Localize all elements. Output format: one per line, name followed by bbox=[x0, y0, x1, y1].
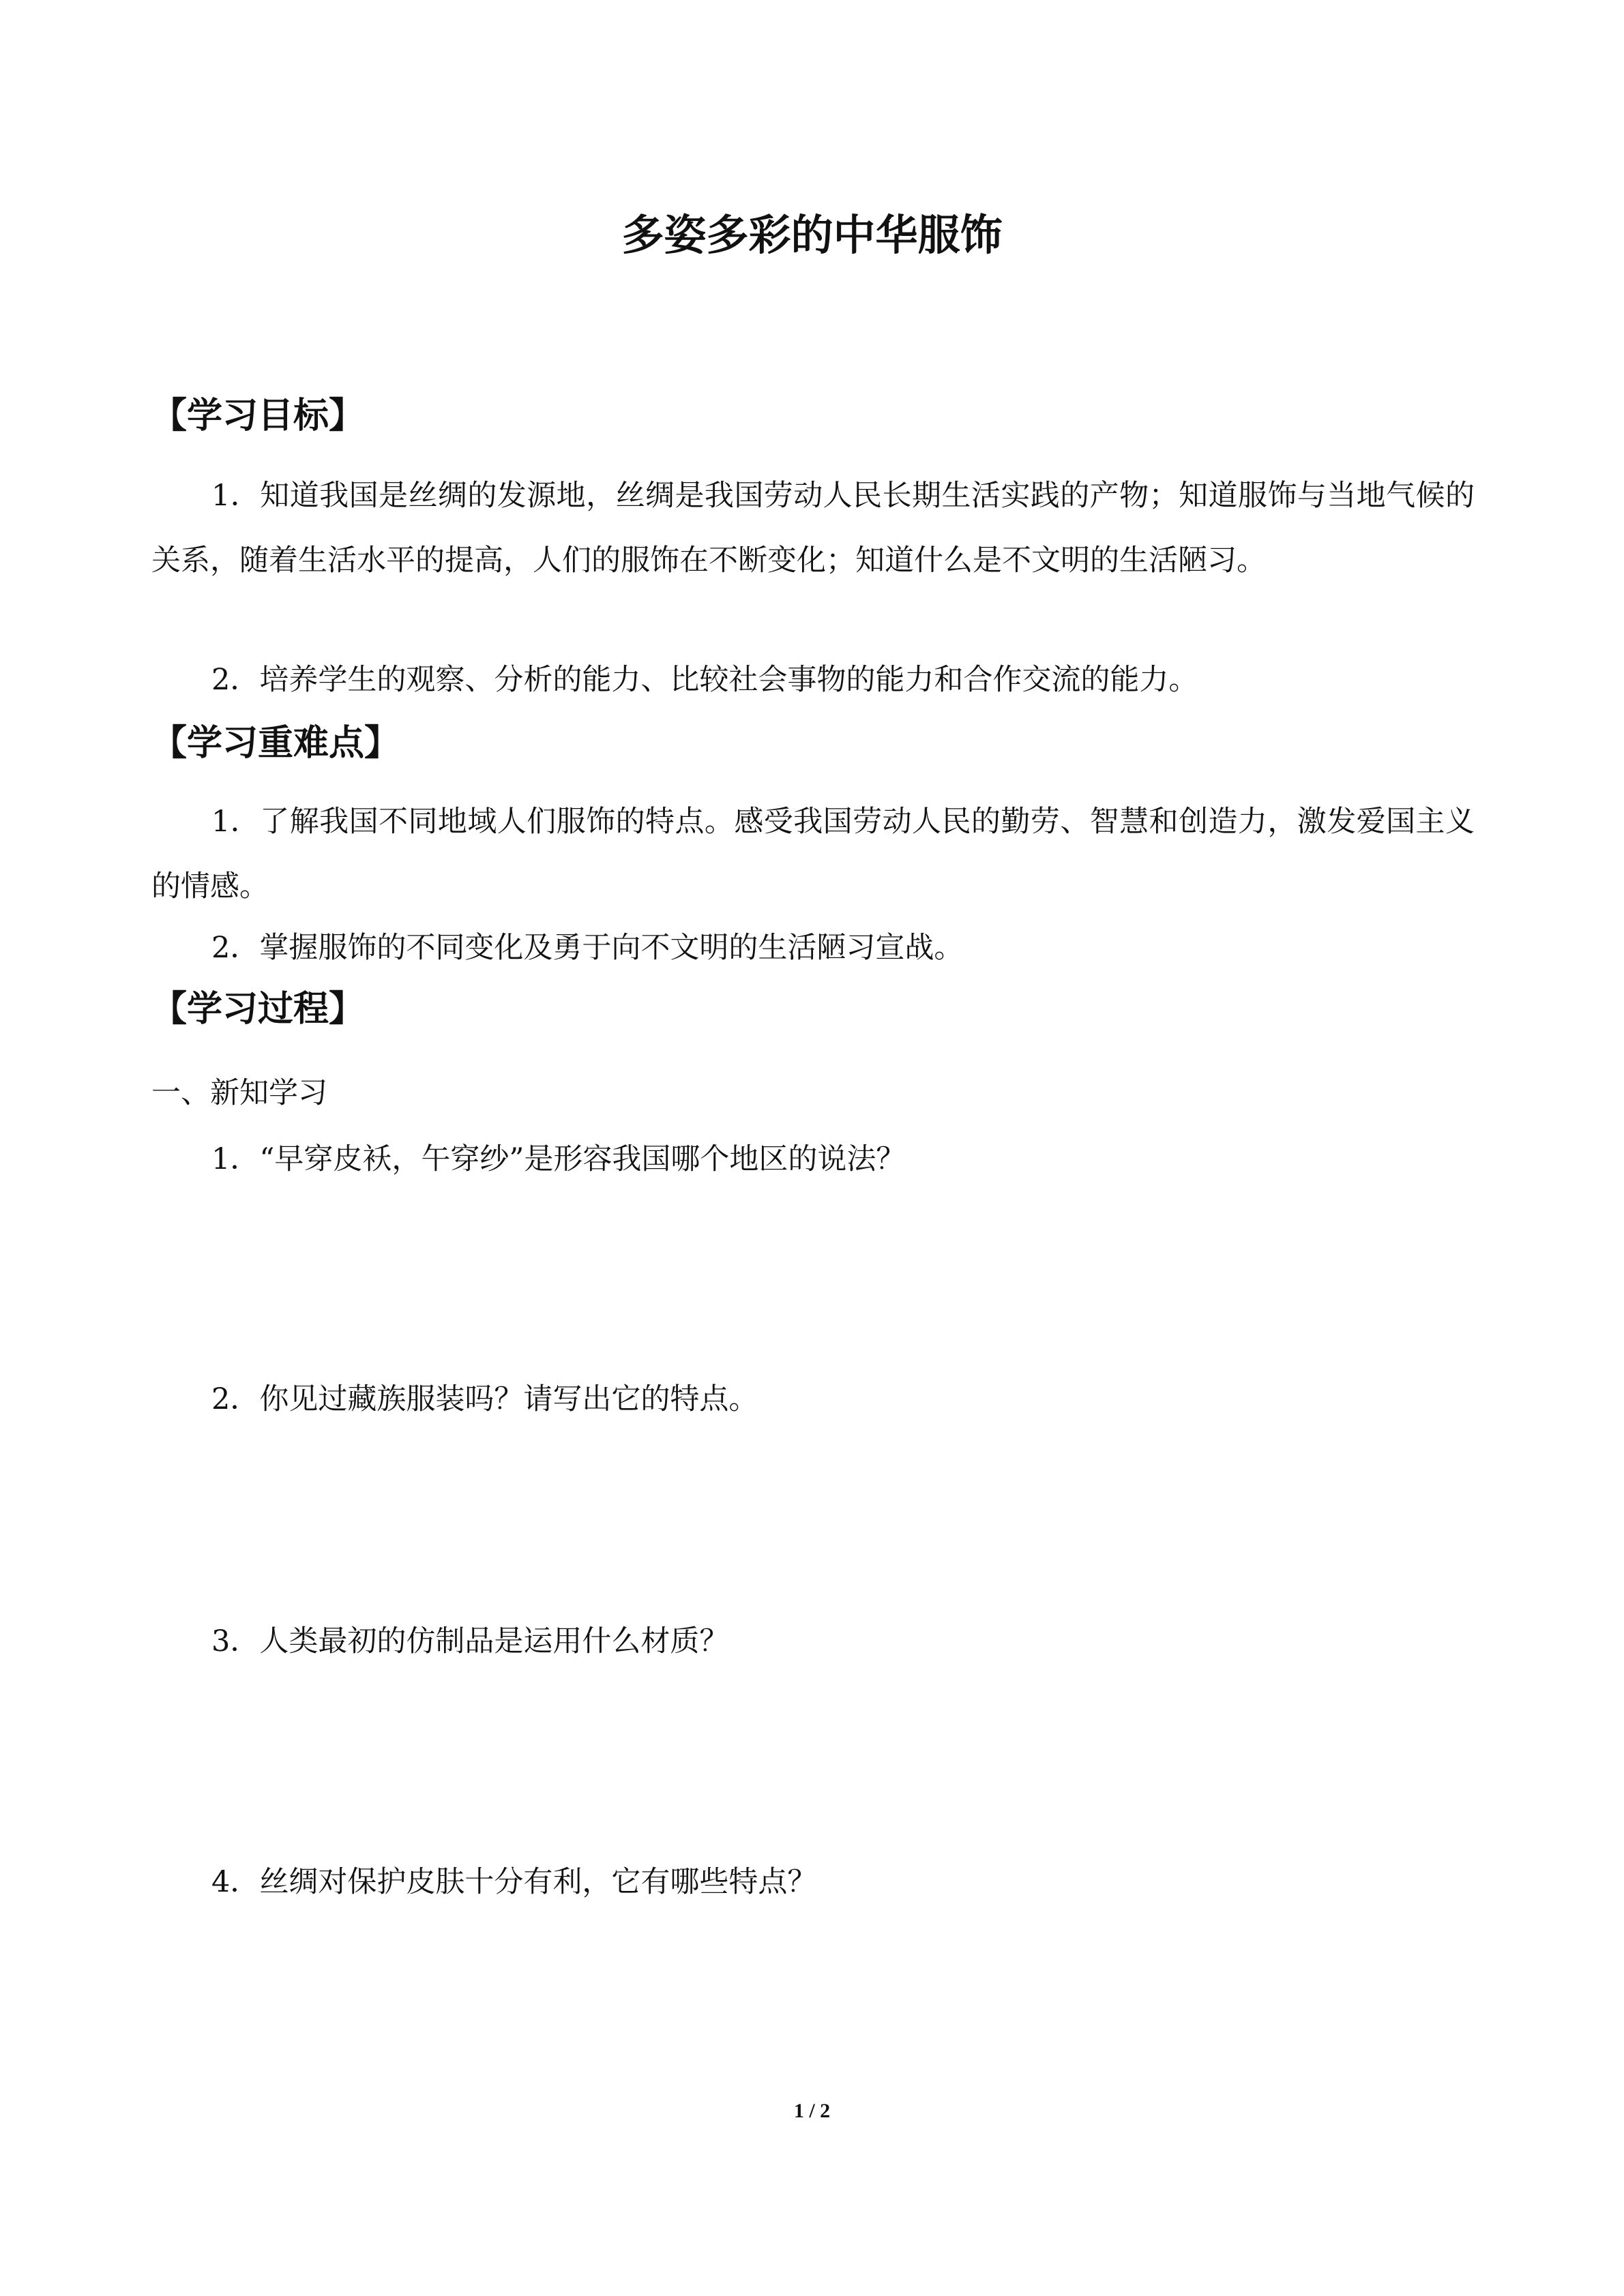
section-heading-key-points: 【学习重难点】 bbox=[151, 723, 400, 764]
page-number: 1 / 2 bbox=[793, 2100, 831, 2122]
key-point-item-2: 2．掌握服饰的不同变化及勇于向不文明的生活陋习宣战。 bbox=[211, 931, 964, 965]
question-item-1: 1．“早穿皮袄，午穿纱”是形容我国哪个地区的说法？ bbox=[211, 1142, 906, 1176]
section-heading-process: 【学习过程】 bbox=[151, 989, 365, 1030]
question-item-2: 2．你见过藏族服装吗？请写出它的特点。 bbox=[211, 1382, 758, 1416]
section-heading-goals: 【学习目标】 bbox=[151, 396, 365, 436]
goal-item-1: 1．知道我国是丝绸的发源地，丝绸是我国劳动人民长期生活实践的产物；知道服饰与当地气候的关系，随着生活水平的提高，人们的服饰在不断变化；知道什么是不文明的生活陋习。 bbox=[151, 479, 1475, 578]
key-point-item-1: 1．了解我国不同地域人们服饰的特点。感受我国劳动人民的勤劳、智慧和创造力，激发爱国主义的情感。 bbox=[151, 805, 1475, 904]
goal-item-2: 2．培养学生的观察、分析的能力、比较社会事物的能力和合作交流的能力。 bbox=[211, 663, 1198, 697]
subheading-new-knowledge: 一、新知学习 bbox=[151, 1076, 327, 1110]
document-title: 多姿多彩的中华服饰 bbox=[621, 210, 1003, 260]
question-item-4: 4．丝绸对保护皮肤十分有利，它有哪些特点？ bbox=[211, 1865, 817, 1899]
question-item-3: 3．人类最初的仿制品是运用什么材质？ bbox=[211, 1624, 729, 1658]
